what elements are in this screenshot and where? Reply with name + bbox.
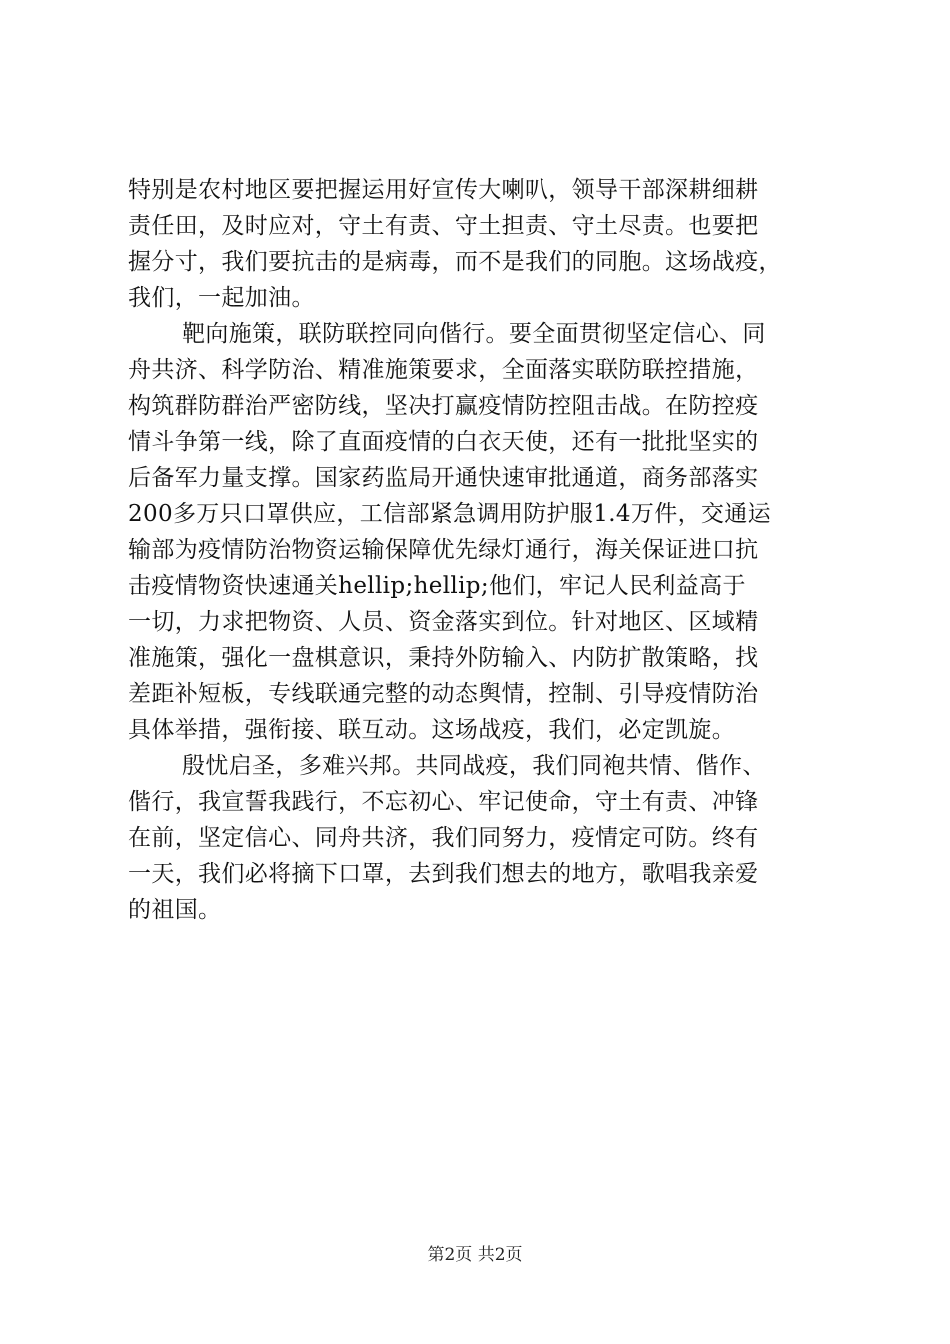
text-line: 情斗争第一线，除了直面疫情的白衣天使，还有一批批坚实的 [128, 429, 759, 455]
text-line: 特别是农村地区要把握运用好宣传大喇叭，领导干部深耕细耕 [128, 177, 759, 203]
paragraph-2 [128, 316, 838, 748]
text-line: 握分寸，我们要抗击的是病毒，而不是我们的同胞。这场战疫， [128, 249, 782, 275]
text-line: 在前，坚定信心、同舟共济，我们同努力，疫情定可防。终有 [128, 825, 759, 851]
page-number-label: 第2页 共2页 [427, 1245, 523, 1265]
text-line: 责任田，及时应对，守土有责、守土担责、守土尽责。也要把 [128, 213, 759, 239]
paragraph-1 [128, 172, 838, 316]
page-footer [0, 1243, 950, 1267]
text-line: 一天，我们必将摘下口罩，去到我们想去的地方，歌唱我亲爱 [128, 861, 759, 887]
text-line: 舟共济、科学防治、精准施策要求，全面落实联防联控措施， [128, 357, 759, 383]
text-line-indented: 靶向施策，联防联控同向偕行。要全面贯彻坚定信心、同 [182, 321, 766, 347]
document-body [128, 172, 838, 928]
text-line: 我们，一起加油。 [128, 285, 315, 311]
text-line: 差距补短板，专线联通完整的动态舆情，控制、引导疫情防治 [128, 681, 759, 707]
text-line: 构筑群防群治严密防线，坚决打赢疫情防控阻击战。在防控疫 [128, 393, 759, 419]
text-line: 偕行，我宣誓我践行，不忘初心、牢记使命，守土有责、冲锋 [128, 789, 759, 815]
text-line: 后备军力量支撑。国家药监局开通快速审批通道，商务部落实 [128, 465, 759, 491]
text-line: 输部为疫情防治物资运输保障优先绿灯通行，海关保证进口抗 [128, 537, 759, 563]
text-line: 200多万只口罩供应，工信部紧急调用防护服1.4万件，交通运 [128, 501, 771, 527]
text-line: 一切，力求把物资、人员、资金落实到位。针对地区、区域精 [128, 609, 759, 635]
text-line: 击疫情物资快速通关hellip;hellip;他们，牢记人民利益高于 [128, 573, 746, 599]
paragraph-3 [128, 748, 838, 928]
text-line: 准施策，强化一盘棋意识，秉持外防输入、内防扩散策略，找 [128, 645, 759, 671]
text-line-indented: 殷忧启圣，多难兴邦。共同战疫，我们同袍共情、偕作、 [182, 753, 766, 779]
text-line: 具体举措，强衔接、联互动。这场战疫，我们，必定凯旋。 [128, 717, 736, 743]
text-line: 的祖国。 [128, 897, 222, 923]
